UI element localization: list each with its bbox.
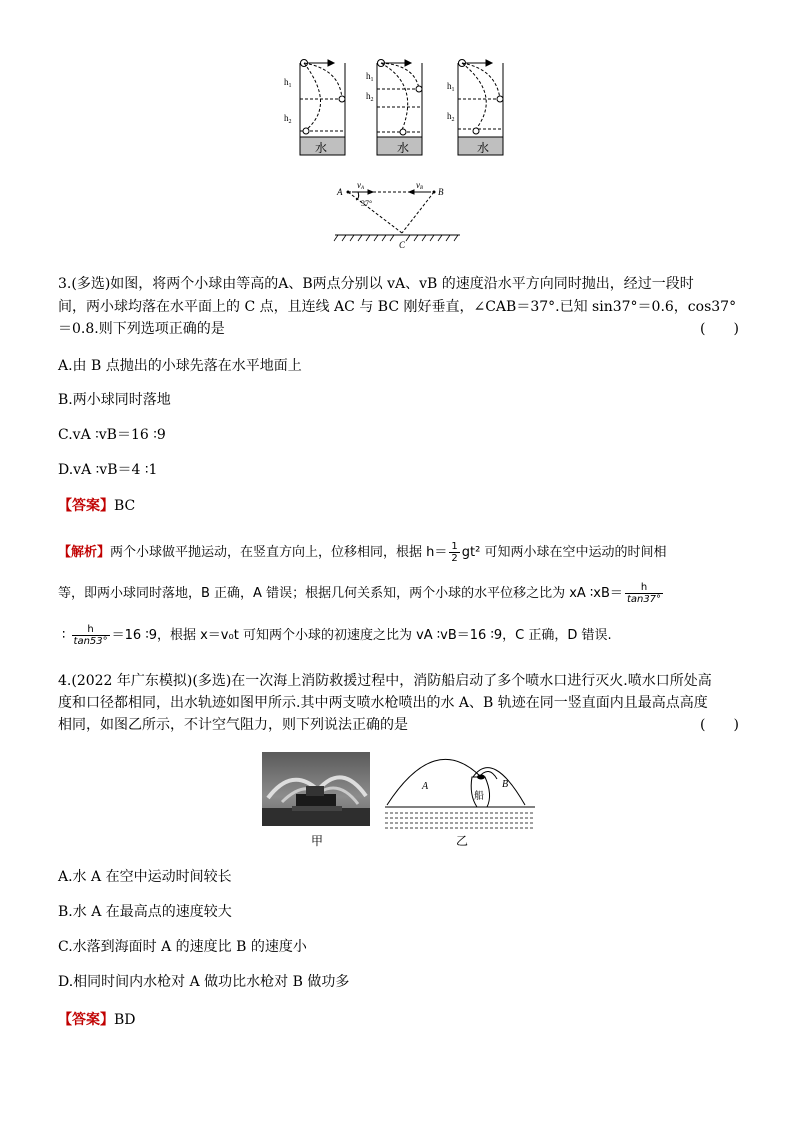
- q4-option-d: D.相同时间内水枪对 A 做功比水枪对 B 做功多: [58, 974, 350, 990]
- q3-answer: [58, 496, 135, 516]
- water-label-1: 水: [315, 141, 328, 155]
- q3-stem-line-3: ＝0.8.则下列选项正确的是: [58, 321, 225, 337]
- fraction-tan53: $\frac{h}{\tan 53^\circ}$: [73, 624, 108, 647]
- trajectory-b-label: B: [502, 779, 509, 790]
- abc-projectile-figure: [330, 178, 470, 250]
- svg-text:h1: $h_1$: [447, 81, 455, 93]
- point-c-label: C: [399, 240, 406, 250]
- answer-tag: 【答案】: [58, 498, 114, 514]
- q3-stem-line-1: 3.(多选)如图，将两个小球由等高的A、B两点分别以 vA、vB 的速度沿水平方向同时抛出，经过一段时: [58, 276, 694, 292]
- q3-answer-blank: ( ): [700, 321, 739, 337]
- q4-answer-blank: ( ): [700, 717, 739, 733]
- angle-label: 37°: [361, 199, 373, 208]
- fireboat-photo: [262, 752, 370, 826]
- svg-text:h2: $h_2$: [447, 111, 455, 123]
- trajectory-a-label: A: [422, 781, 429, 792]
- q3-option-b: B.两小球同时落地: [58, 392, 171, 408]
- water-label-2: 水: [397, 141, 410, 155]
- water-label-3: 水: [477, 141, 490, 155]
- caption-jia: 甲: [311, 834, 324, 848]
- caption-yi: 乙: [456, 834, 469, 848]
- h2-label-1: $h_2$: [284, 113, 292, 125]
- water-trajectory-diagram: [385, 755, 535, 831]
- q3-analysis-line-3: ∶ $\frac{h}{\tan 53^\circ}$ ＝16 ∶9，根据 x＝v₀t 可知两个小球的初速度之比为 vA ∶vB＝16 ∶9，C 正确，D 错误.: [62, 624, 612, 647]
- q3-option-c: C.vA ∶vB＝16 ∶9: [58, 427, 166, 443]
- q4-option-b: B.水 A 在最高点的速度较大: [58, 904, 232, 920]
- analysis-tag: 【解析】: [58, 545, 111, 560]
- q4-stem-line-1: 4.(2022 年广东模拟)(多选)在一次海上消防救援过程中，消防船启动了多个喷水口进行灭火.喷水口所处高: [58, 673, 712, 689]
- q3-analysis-line-1: 【解析】两个小球做平抛运动，在竖直方向上，位移相同，根据 h＝ $\frac{1}{2}$ gt² 可知两小球在空中运动的时间相: [58, 541, 667, 564]
- q3-stem-line-2: 间，两小球均落在水平面上的 C 点，且连线 AC 与 BC 刚好垂直，∠CAB＝37°.已知 sin37°＝0.6，cos37°: [58, 299, 737, 315]
- answer-value: BD: [114, 1012, 136, 1028]
- answer-value: BC: [114, 498, 136, 514]
- svg-text:h1: $h_1$: [366, 71, 374, 83]
- svg-text:h2: $h_2$: [366, 91, 374, 103]
- boat-label: 船: [474, 791, 484, 802]
- q4-stem-line-2: 度和口径都相同，出水轨迹如图甲所示.其中两支喷水枪喷出的水 A、B 轨迹在同一竖直面内且最高点高度: [58, 695, 708, 711]
- q4-option-c: C.水落到海面时 A 的速度比 B 的速度小: [58, 939, 307, 955]
- q4-option-a: A.水 A 在空中运动时间较长: [58, 869, 232, 885]
- svg-text:vA: vA: [357, 180, 365, 191]
- h1-label-1: $h_1$: [284, 77, 292, 89]
- q3-option-d: D.vA ∶vB＝4 ∶1: [58, 462, 158, 478]
- q3-option-a: A.由 B 点抛出的小球先落在水平地面上: [58, 358, 302, 374]
- point-b-label: B: [438, 187, 444, 197]
- fraction-tan37: $\frac{h}{\tan 37^\circ}$: [626, 582, 662, 605]
- fraction-half: $\frac{1}{2}$: [451, 541, 458, 564]
- q4-answer: [58, 1010, 136, 1030]
- answer-tag: 【答案】: [58, 1012, 114, 1028]
- point-a-label: A: [337, 187, 343, 197]
- q4-stem-line-3: 相同，如图乙所示，不计空气阻力，则下列说法正确的是: [58, 717, 408, 733]
- svg-text:vB: vB: [416, 180, 424, 191]
- q3-analysis-line-2: 等，即两小球同时落地，B 正确，A 错误；根据几何关系知，两个小球的水平位移之比为 xA ∶xB＝ $\frac{h}{\tan 37^\circ}$: [58, 582, 662, 605]
